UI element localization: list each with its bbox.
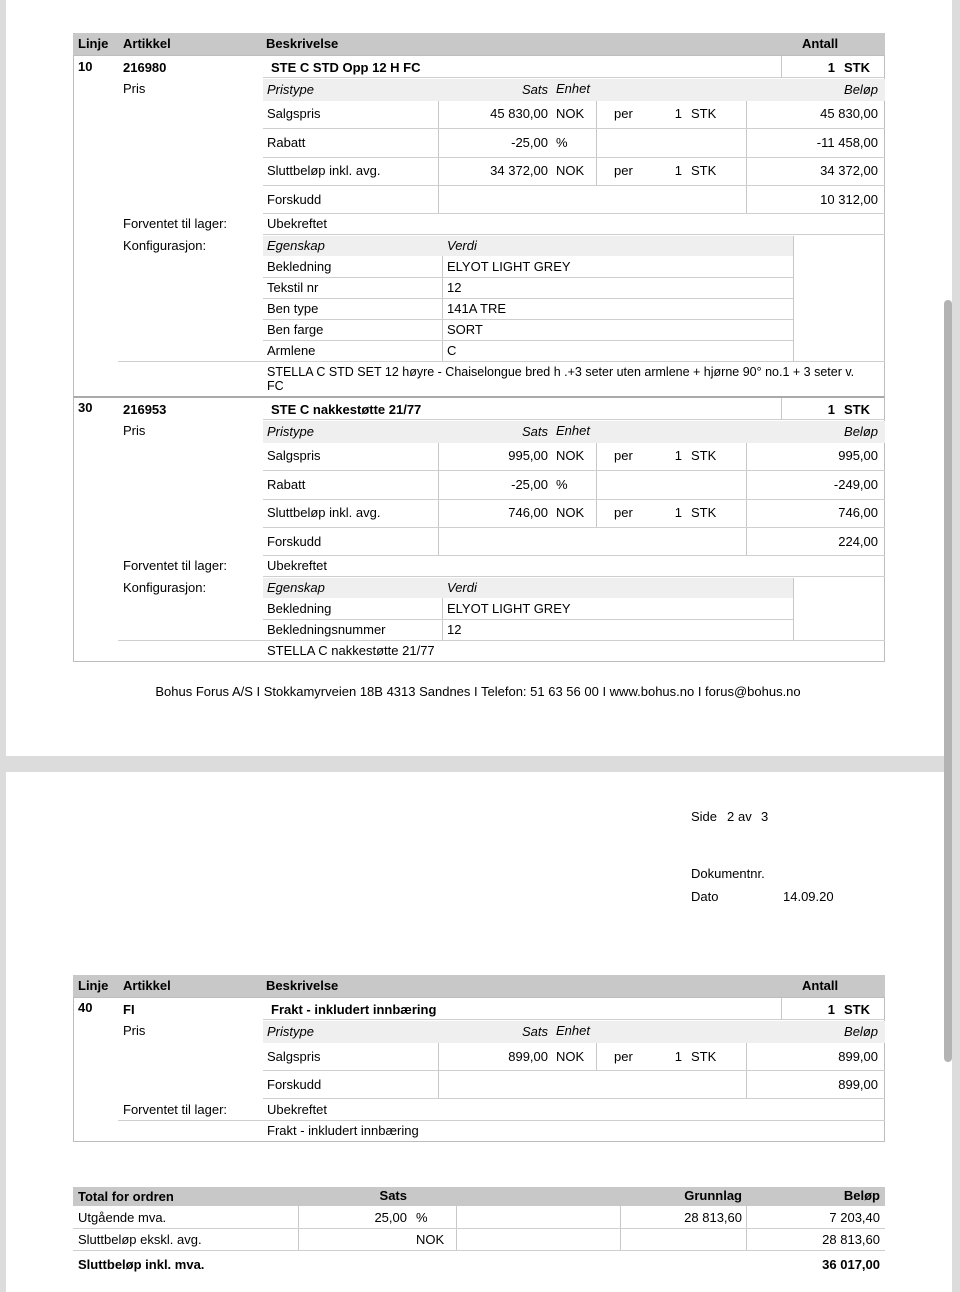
- header-artikkel: Artikkel: [123, 36, 171, 51]
- price-header-sats: Sats: [521, 424, 548, 439]
- item-artikkel: FI: [123, 1002, 135, 1017]
- divider: [263, 499, 885, 500]
- config-verdi: 12: [447, 280, 462, 295]
- config-subheader: [263, 578, 793, 598]
- item-antall: 1: [827, 60, 835, 75]
- divider: [263, 555, 885, 556]
- price-unit: STK: [691, 163, 717, 178]
- price-header-enhet: Enhet: [556, 1023, 590, 1038]
- item-beskrivelse: STE C nakkestøtte 21/77: [271, 402, 422, 417]
- pris-label: Pris: [123, 81, 146, 96]
- price-per: per: [614, 1049, 633, 1064]
- price-belop: 746,00: [838, 505, 878, 520]
- item-antall-unit: STK: [844, 402, 870, 417]
- forventet-label: Forventet til lager:: [123, 1102, 228, 1117]
- forventet-value: Ubekreftet: [267, 1102, 327, 1117]
- header-linje: Linje: [78, 36, 109, 51]
- divider: [596, 1043, 597, 1070]
- config-subheader: [263, 236, 793, 256]
- side-label: Side: [691, 809, 718, 824]
- item-linje: 30: [78, 400, 93, 415]
- divider: [263, 298, 793, 299]
- price-unit: STK: [691, 106, 717, 121]
- price-type: Salgspris: [267, 1049, 321, 1064]
- divider: [596, 443, 597, 528]
- config-egenskap: Bekledning: [267, 259, 332, 274]
- price-per: per: [614, 448, 633, 463]
- divider: [263, 1019, 885, 1020]
- price-per: per: [614, 505, 633, 520]
- price-type: Rabatt: [267, 477, 306, 492]
- config-header-verdi: Verdi: [447, 580, 477, 595]
- config-egenskap: Bekledningsnummer: [267, 622, 386, 637]
- price-unit: STK: [691, 505, 717, 520]
- price-header-belop: Beløp: [844, 424, 878, 439]
- item-note: Frakt - inkludert innbæring: [267, 1123, 419, 1138]
- divider: [263, 1070, 885, 1071]
- divider: [263, 77, 885, 78]
- divider: [263, 128, 885, 129]
- divider: [263, 576, 885, 577]
- price-per: per: [614, 106, 633, 121]
- item-note-cont: FC: [267, 379, 284, 393]
- config-verdi: C: [447, 343, 457, 358]
- header-beskrivelse: Beskrivelse: [266, 36, 339, 51]
- divider: [793, 236, 794, 361]
- totals-final-value: 36 017,00: [822, 1257, 880, 1272]
- totals-header-belop: Beløp: [843, 1188, 880, 1203]
- price-enhet: NOK: [556, 448, 585, 463]
- table-header: [73, 975, 885, 997]
- price-qty: 1: [674, 1049, 682, 1064]
- price-unit: STK: [691, 448, 717, 463]
- price-header-pristype: Pristype: [267, 1024, 314, 1039]
- price-enhet: NOK: [556, 106, 585, 121]
- price-belop: 34 372,00: [820, 163, 878, 178]
- divider: [73, 1250, 885, 1251]
- price-belop: -11 458,00: [816, 135, 878, 150]
- price-type: Sluttbeløp inkl. avg.: [267, 163, 381, 178]
- config-verdi: 12: [447, 622, 462, 637]
- config-header-egenskap: Egenskap: [267, 580, 325, 595]
- vertical-scrollbar[interactable]: [944, 300, 952, 1062]
- dato-value: 14.09.20: [783, 889, 834, 904]
- price-enhet: %: [556, 135, 568, 150]
- price-type: Forskudd: [267, 1077, 322, 1092]
- divider: [746, 1187, 747, 1250]
- price-sats: 899,00: [508, 1049, 548, 1064]
- divider: [263, 419, 885, 420]
- item-beskrivelse: STE C STD Opp 12 H FC: [271, 60, 421, 75]
- price-belop: -249,00: [833, 477, 878, 492]
- price-belop: 899,00: [838, 1049, 878, 1064]
- price-qty: 1: [674, 448, 682, 463]
- divider: [263, 619, 793, 620]
- divider: [263, 1098, 885, 1099]
- price-unit: STK: [691, 1049, 717, 1064]
- price-type: Rabatt: [267, 135, 306, 150]
- divider: [456, 1187, 457, 1250]
- divider: [118, 361, 885, 362]
- konfigurasjon-label: Konfigurasjon:: [123, 238, 207, 253]
- config-egenskap: Tekstil nr: [267, 280, 319, 295]
- totals-header-grunnlag: Grunnlag: [684, 1188, 742, 1203]
- totals-row-grunnlag: 28 813,60: [684, 1210, 742, 1225]
- side-total: 3: [761, 809, 769, 824]
- totals-row-enhet: %: [416, 1210, 428, 1225]
- totals-row-belop: 28 813,60: [822, 1232, 880, 1247]
- config-verdi: SORT: [447, 322, 483, 337]
- divider: [263, 319, 793, 320]
- price-belop: 899,00: [838, 1077, 878, 1092]
- price-sats: 45 830,00: [490, 106, 548, 121]
- price-header-belop: Beløp: [844, 1024, 878, 1039]
- totals-row-enhet: NOK: [416, 1232, 445, 1247]
- header-beskrivelse: Beskrivelse: [266, 978, 339, 993]
- price-header-belop: Beløp: [844, 82, 878, 97]
- price-sats: -25,00: [511, 135, 548, 150]
- totals-row-label: Sluttbeløp ekskl. avg.: [78, 1232, 202, 1247]
- item-linje: 40: [78, 1000, 93, 1015]
- price-belop: 45 830,00: [820, 106, 878, 121]
- page-footer: Bohus Forus A/S I Stokkamyrveien 18B 4313 Sandnes I Telefon: 51 63 56 00 I www.bohus.no I forus@bohus.no: [155, 684, 801, 699]
- divider: [596, 101, 597, 186]
- price-belop: 224,00: [838, 534, 878, 549]
- divider: [620, 1187, 621, 1250]
- price-header-enhet: Enhet: [556, 81, 590, 96]
- divider: [118, 1120, 885, 1121]
- item-artikkel: 216980: [123, 60, 167, 75]
- table-header: [73, 33, 885, 55]
- forventet-value: Ubekreftet: [267, 558, 327, 573]
- forventet-label: Forventet til lager:: [123, 216, 228, 231]
- config-verdi: ELYOT LIGHT GREY: [447, 259, 571, 274]
- config-header-verdi: Verdi: [447, 238, 477, 253]
- header-antall: Antall: [802, 36, 839, 51]
- divider: [793, 578, 794, 640]
- totals-row-sats: 25,00: [374, 1210, 407, 1225]
- forventet-value: Ubekreftet: [267, 216, 327, 231]
- totals-row-belop: 7 203,40: [829, 1210, 880, 1225]
- divider: [781, 998, 782, 1020]
- price-per: per: [614, 163, 633, 178]
- dokumentnr-label: Dokumentnr.: [691, 866, 765, 881]
- price-qty: 1: [674, 106, 682, 121]
- divider: [263, 234, 885, 235]
- item-note: STELLA C nakkestøtte 21/77: [267, 643, 435, 658]
- price-type: Sluttbeløp inkl. avg.: [267, 505, 381, 520]
- totals-header-sats: Sats: [379, 1188, 407, 1203]
- divider: [263, 157, 885, 158]
- price-type: Salgspris: [267, 106, 321, 121]
- side-av: av: [738, 809, 752, 824]
- pris-label: Pris: [123, 423, 146, 438]
- item-linje: 10: [78, 59, 93, 74]
- item-antall: 1: [827, 402, 835, 417]
- price-sats: 746,00: [508, 505, 548, 520]
- pris-label: Pris: [123, 1023, 146, 1038]
- forventet-label: Forventet til lager:: [123, 558, 228, 573]
- divider: [263, 185, 885, 186]
- price-enhet: NOK: [556, 505, 585, 520]
- dato-label: Dato: [691, 889, 719, 904]
- price-qty: 1: [674, 163, 682, 178]
- config-verdi: 141A TRE: [447, 301, 507, 316]
- price-enhet: %: [556, 477, 568, 492]
- header-linje: Linje: [78, 978, 109, 993]
- divider: [263, 213, 885, 214]
- totals-final-label: Sluttbeløp inkl. mva.: [78, 1257, 205, 1272]
- item-antall-unit: STK: [844, 60, 870, 75]
- item-antall-unit: STK: [844, 1002, 870, 1017]
- item-beskrivelse: Frakt - inkludert innbæring: [271, 1002, 437, 1017]
- price-sats: 34 372,00: [490, 163, 548, 178]
- totals-header-total: Total for ordren: [78, 1189, 174, 1204]
- config-egenskap: Armlene: [267, 343, 316, 358]
- konfigurasjon-label: Konfigurasjon:: [123, 580, 207, 595]
- item-antall: 1: [827, 1002, 835, 1017]
- price-header-enhet: Enhet: [556, 423, 590, 438]
- price-header-sats: Sats: [521, 82, 548, 97]
- divider: [73, 1228, 885, 1229]
- divider: [781, 398, 782, 420]
- divider: [263, 470, 885, 471]
- item-note: STELLA C STD SET 12 høyre - Chaiselongue bred h .+3 seter uten armlene + hjørne 90° no.1 + 3 seter v.: [267, 365, 855, 379]
- divider: [263, 527, 885, 528]
- divider: [442, 256, 443, 361]
- price-sats: 995,00: [508, 448, 548, 463]
- price-type: Forskudd: [267, 534, 322, 549]
- header-artikkel: Artikkel: [123, 978, 171, 993]
- price-header-pristype: Pristype: [267, 82, 314, 97]
- price-type: Salgspris: [267, 448, 321, 463]
- side-number: 2: [727, 809, 735, 824]
- totals-row-label: Utgående mva.: [78, 1210, 167, 1225]
- price-belop: 10 312,00: [820, 192, 878, 207]
- config-egenskap: Bekledning: [267, 601, 332, 616]
- price-enhet: NOK: [556, 163, 585, 178]
- item-artikkel: 216953: [123, 402, 167, 417]
- price-type: Forskudd: [267, 192, 322, 207]
- config-verdi: ELYOT LIGHT GREY: [447, 601, 571, 616]
- price-belop: 995,00: [838, 448, 878, 463]
- price-qty: 1: [674, 505, 682, 520]
- price-header-pristype: Pristype: [267, 424, 314, 439]
- divider: [118, 640, 885, 641]
- price-enhet: NOK: [556, 1049, 585, 1064]
- divider: [781, 56, 782, 78]
- price-header-sats: Sats: [521, 1024, 548, 1039]
- divider: [263, 340, 793, 341]
- header-antall: Antall: [802, 978, 839, 993]
- config-egenskap: Ben farge: [267, 322, 324, 337]
- divider: [298, 1187, 299, 1250]
- config-egenskap: Ben type: [267, 301, 319, 316]
- price-sats: -25,00: [511, 477, 548, 492]
- divider: [263, 277, 793, 278]
- config-header-egenskap: Egenskap: [267, 238, 325, 253]
